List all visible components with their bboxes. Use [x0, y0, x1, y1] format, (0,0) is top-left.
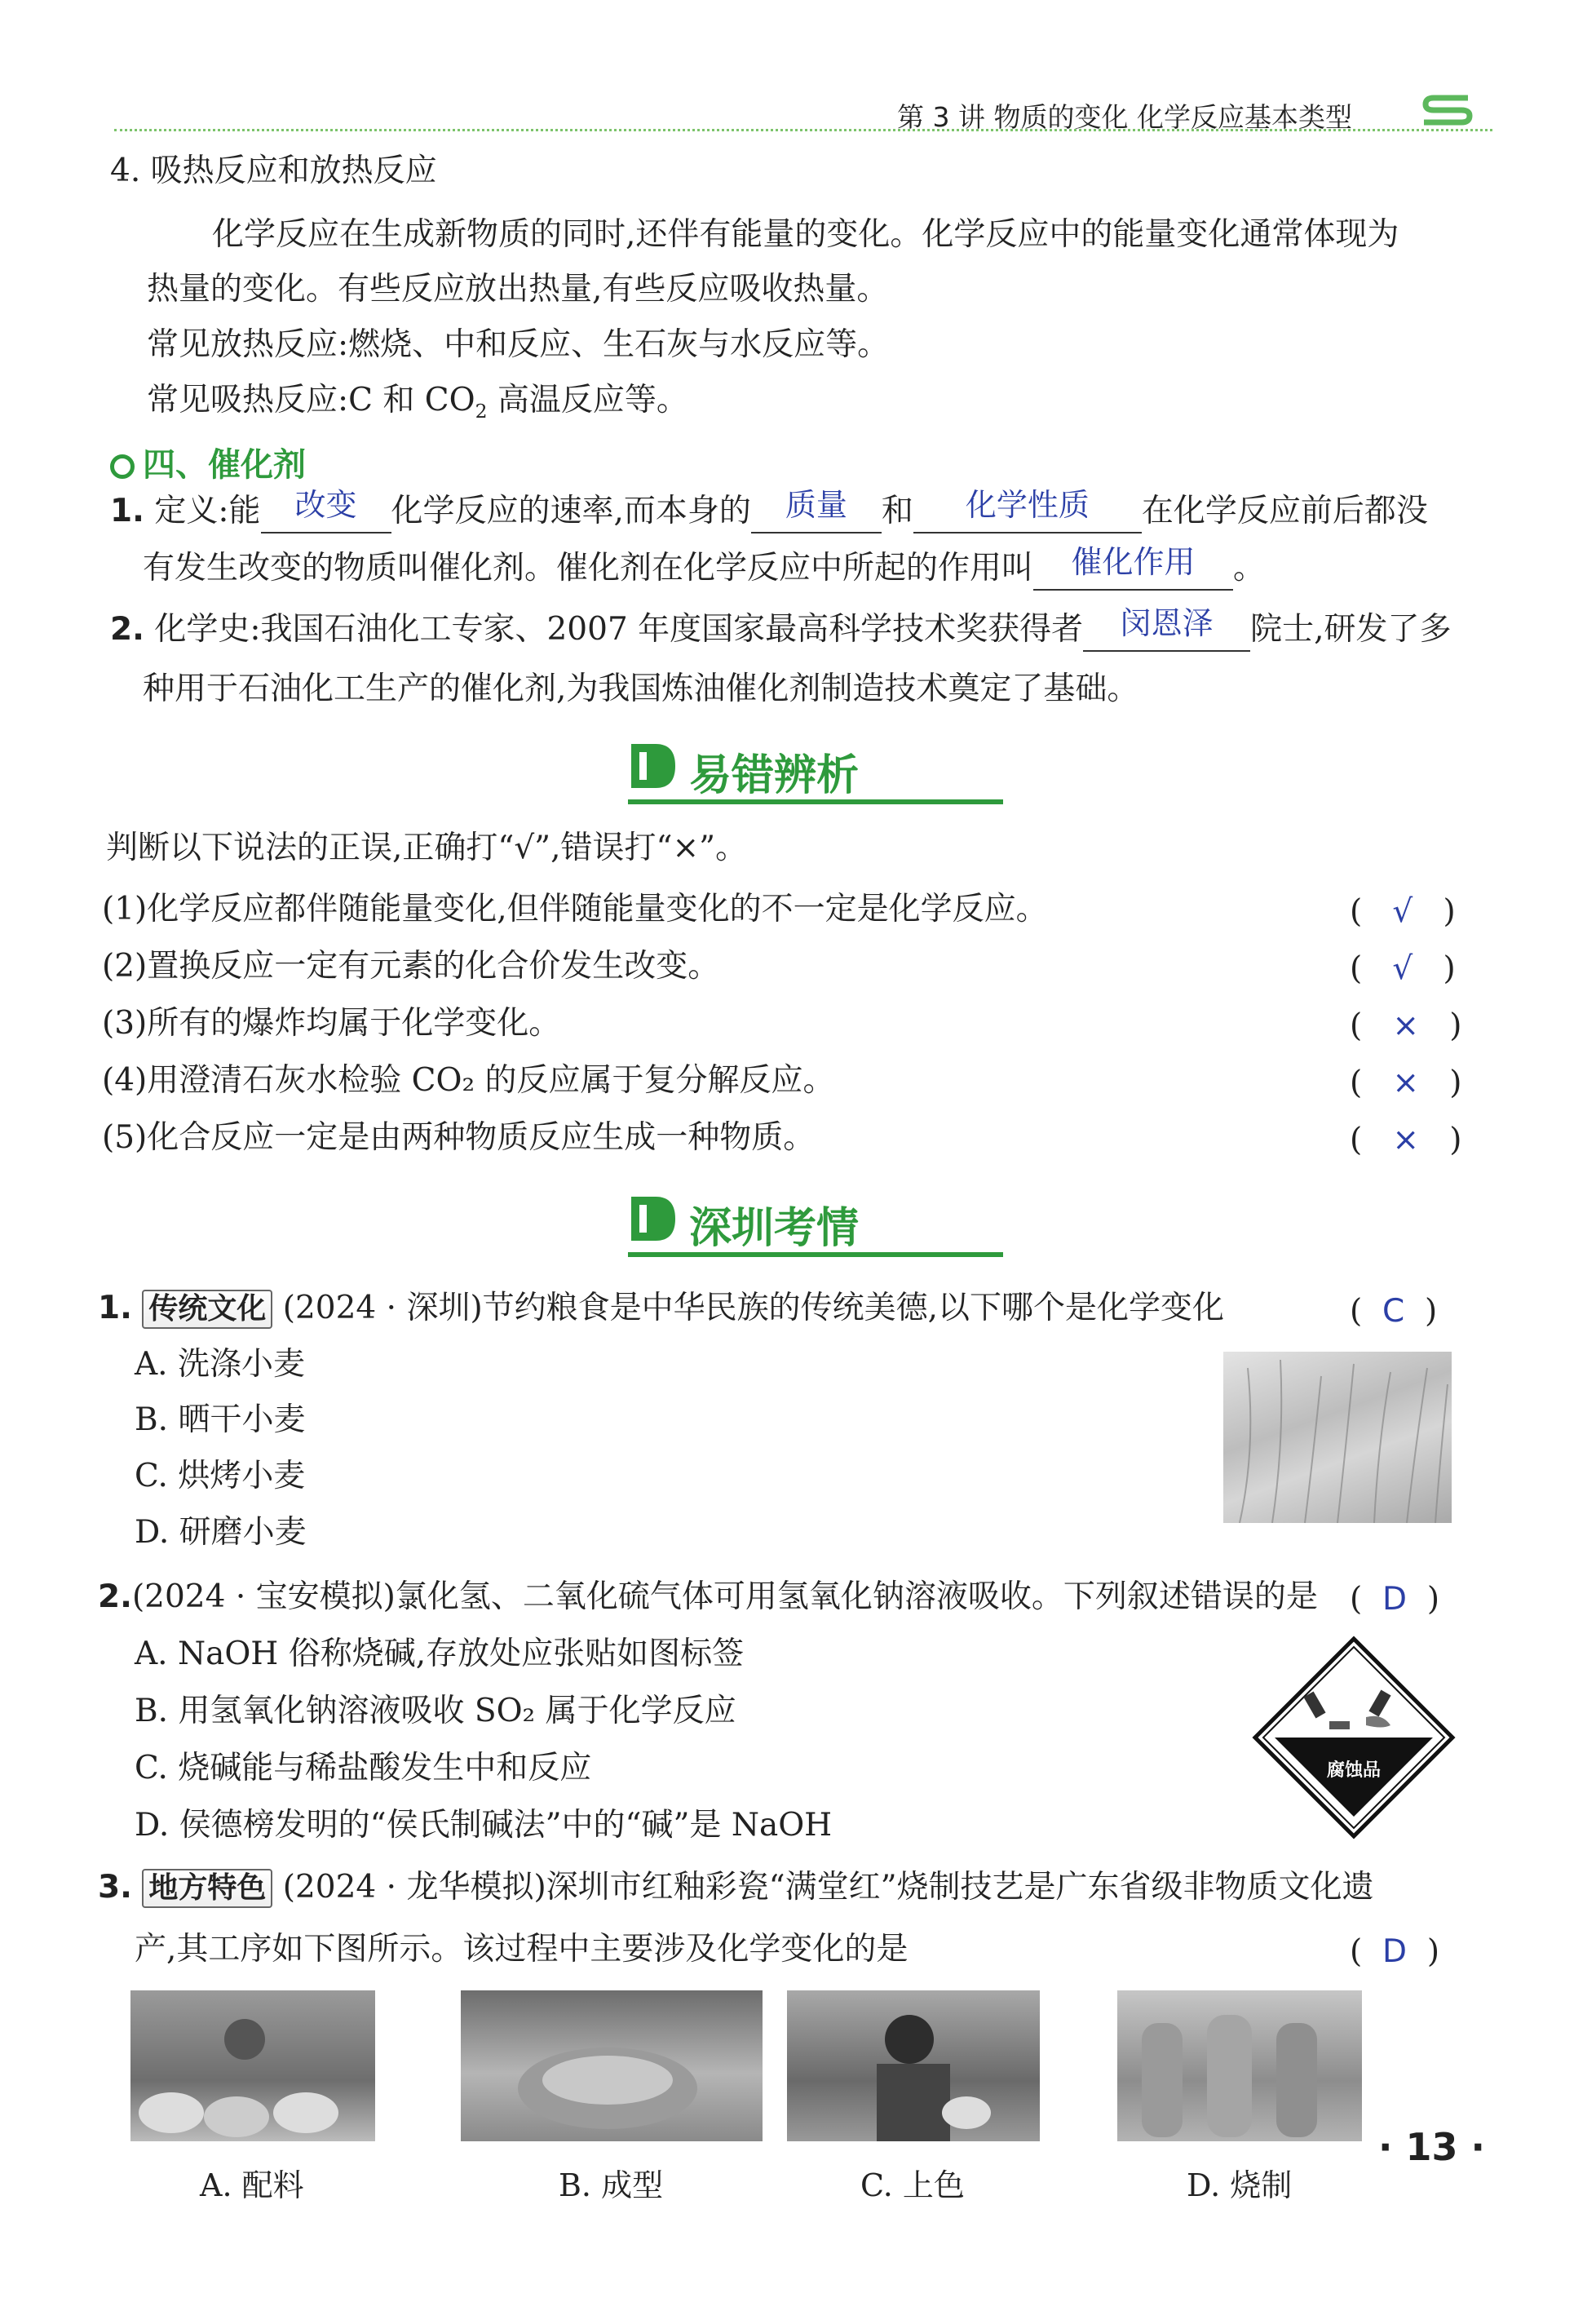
banner-error-analysis: 易错辨析: [628, 734, 1011, 799]
judge-statement: (3)所有的爆炸均属于化学变化。: [102, 1005, 561, 1042]
q2-option-d: D. 侯德榜发明的“侯氏制碱法”中的“碱”是 NaOH: [135, 1807, 833, 1844]
q2-option-b: B. 用氢氧化钠溶液吸收 SO₂ 属于化学反应: [135, 1693, 736, 1729]
catalyst-history-line1: 2. 化学史:我国石油化工专家、2007 年度国家最高科学技术奖获得者 闵恩泽 院士,研发了多: [110, 608, 1452, 652]
corrosive-hazard-label: [1252, 1636, 1456, 1839]
judge-answer: ( × ): [1350, 1007, 1462, 1044]
judge-answer: ( √ ): [1350, 893, 1456, 930]
blank-answer-3: 化学性质: [965, 487, 1090, 523]
banner-leaf-icon: [628, 1193, 679, 1244]
wheat-photo: [1223, 1352, 1452, 1523]
question-3-stem: 3. 地方特色 (2024 · 龙华模拟)深圳市红釉彩瓷“满堂红”烧制技艺是广东省级非物质文化遗: [98, 1868, 1374, 1908]
corrosive-icon: [1252, 1636, 1456, 1839]
page-number: · 13 ·: [1378, 2125, 1485, 2169]
heat-section-title: 4. 吸热反应和放热反应: [110, 153, 437, 189]
judge-statement: (1)化学反应都伴随能量变化,但伴随能量变化的不一定是化学反应。: [102, 891, 1048, 927]
blank-answer-4: 催化作用: [1071, 544, 1196, 580]
caption-coloring: C. 上色: [860, 2167, 965, 2203]
judge-instructions: 判断以下说法的正误,正确打“√”,错误打“×”。: [106, 830, 748, 866]
judge-answer: ( × ): [1350, 1065, 1462, 1101]
process-photo-firing: [1117, 1990, 1362, 2141]
heat-para-line1: 化学反应在生成新物质的同时,还伴有能量的变化。化学反应中的能量变化通常体现为: [212, 216, 1399, 253]
catalyst-section-title: 四、催化剂: [110, 439, 306, 485]
caption-forming: B. 成型: [559, 2167, 664, 2203]
judge-statement: (2)置换反应一定有元素的化合价发生改变。: [102, 948, 720, 985]
process-photo-forming: [461, 1990, 763, 2141]
question-2-answer: ( D ): [1350, 1581, 1440, 1618]
question-3-answer: ( D ): [1350, 1933, 1440, 1970]
judge-statement: (4)用澄清石灰水检验 CO₂ 的反应属于复分解反应。: [102, 1062, 835, 1099]
question-3-stem-line2: 产,其工序如下图所示。该过程中主要涉及化学变化的是: [135, 1931, 909, 1968]
tag-local-feature: 地方特色: [142, 1869, 272, 1908]
catalyst-definition-line2: 有发生改变的物质叫催化剂。催化剂在化学反应中所起的作用叫 催化作用 。: [143, 547, 1265, 591]
q2-option-c: C. 烧碱能与稀盐酸发生中和反应: [135, 1750, 592, 1786]
q1-option-c: C. 烘烤小麦: [135, 1458, 306, 1494]
chapter-header: 第 3 讲 物质的变化 化学反应基本类型: [897, 101, 1352, 133]
question-1-answer: ( C ): [1350, 1293, 1438, 1330]
series-logo-icon: [1419, 91, 1476, 129]
endothermic-examples: 常见吸热反应:C 和 $CO_2$ 高温反应等。: [147, 382, 688, 423]
exothermic-examples: 常见放热反应:燃烧、中和反应、生石灰与水反应等。: [147, 326, 890, 363]
banner-shenzhen-exam: 深圳考情: [628, 1187, 1011, 1252]
q1-option-a: A. 洗涤小麦: [135, 1346, 305, 1383]
banner-leaf-icon: [628, 741, 679, 791]
blank-answer-2: 质量: [785, 487, 847, 523]
question-1-stem: 1. 传统文化 (2024 · 深圳)节约粮食是中华民族的传统美德,以下哪个是化学变化: [98, 1289, 1224, 1329]
q2-option-a: A. NaOH 俗称烧碱,存放处应张贴如图标签: [135, 1636, 745, 1672]
judge-statement: (5)化合反应一定是由两种物质反应生成一种物质。: [102, 1119, 816, 1156]
catalyst-definition-line1: 1. 定义:能 改变 化学反应的速率,而本身的 质量 和 化学性质 在化学反应前后都没: [110, 489, 1428, 533]
caption-mixing: A. 配料: [200, 2167, 304, 2203]
question-2-stem: 2.(2024 · 宝安模拟)氯化氢、二氧化硫气体可用氢氧化钠溶液吸收。下列叙述错误的是: [98, 1578, 1318, 1615]
q1-option-b: B. 晒干小麦: [135, 1401, 306, 1438]
judge-answer: ( √ ): [1350, 950, 1456, 987]
catalyst-history-line2: 种用于石油化工生产的催化剂,为我国炼油催化剂制造技术奠定了基础。: [143, 671, 1139, 707]
header-divider: [114, 129, 1492, 131]
q1-option-d: D. 研磨小麦: [135, 1514, 307, 1551]
heat-para-line2: 热量的变化。有些反应放出热量,有些反应吸收热量。: [147, 271, 889, 308]
magnifier-icon: [110, 454, 135, 479]
tag-traditional-culture: 传统文化: [142, 1290, 272, 1329]
process-photo-mixing: [130, 1990, 375, 2141]
blank-answer-5: 闵恩泽: [1120, 605, 1214, 641]
judge-answer: ( × ): [1350, 1122, 1462, 1158]
caption-firing: D. 烧制: [1187, 2167, 1293, 2203]
corrosive-label-text: 腐蚀品: [1326, 1760, 1381, 1781]
process-photo-coloring: [787, 1990, 1040, 2141]
blank-answer-1: 改变: [294, 487, 357, 523]
